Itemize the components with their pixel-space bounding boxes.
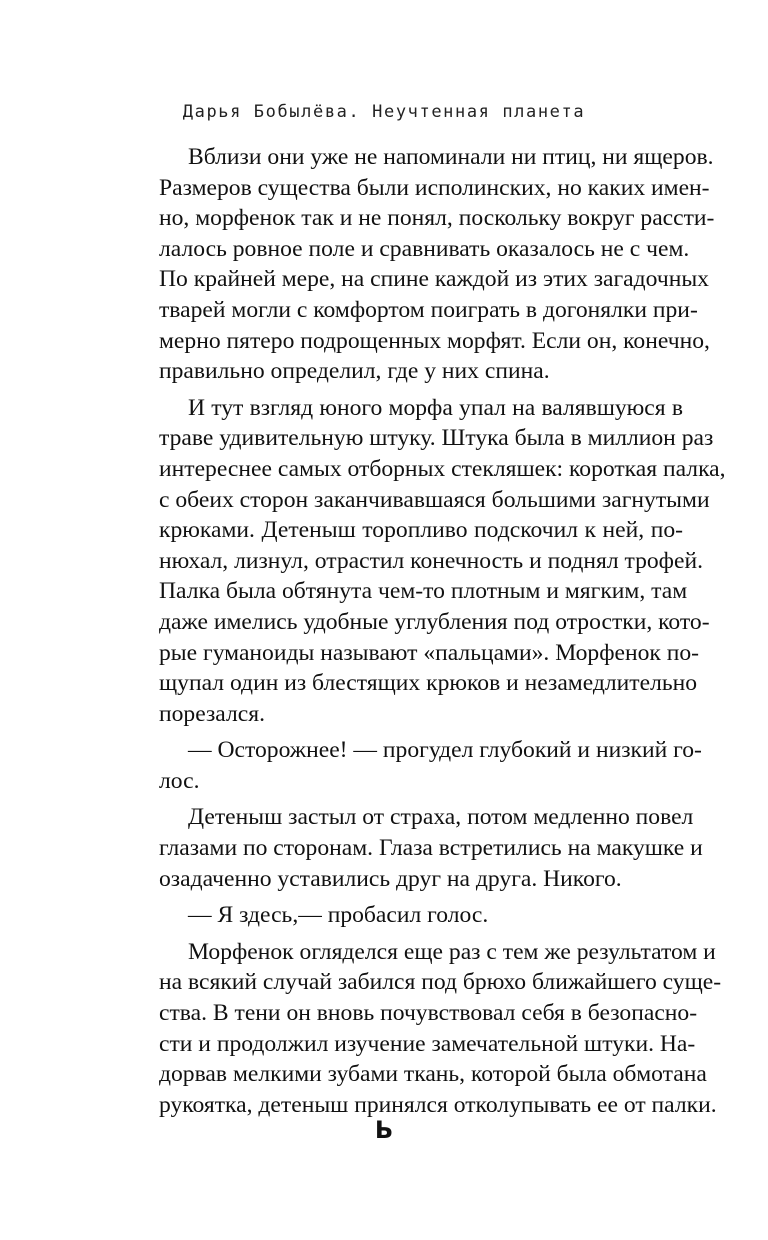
text-line: озадаченно уставились друг на друга. Никого. xyxy=(159,865,622,892)
text-line: — Осторожнее! — прогудел глубокий и низкий го- xyxy=(188,737,702,764)
text-line: Морфенок огляделся еще раз с тем же результатом и xyxy=(188,938,716,965)
text-line: рукоятка, детеныш принялся отколупывать ее от палки. xyxy=(159,1091,717,1118)
text-line: лалось ровное поле и сравнивать оказалось не с чем. xyxy=(159,235,690,262)
paragraph xyxy=(130,142,715,387)
text-line: правильно определил, где у них спина. xyxy=(159,358,550,385)
text-line: ства. В тени он вновь почувствовал себя в безопасно- xyxy=(159,1000,698,1027)
text-line: Размеров существа были исполинских, но каких имен- xyxy=(159,174,710,201)
text-line: лос. xyxy=(159,767,200,794)
paragraph xyxy=(130,937,722,1121)
paragraph xyxy=(130,735,702,796)
text-line: Вблизи они уже не напоминали ни птиц, ни ящеров. xyxy=(188,144,714,170)
text-line: Детеныш застыл от страха, потом медленно повел xyxy=(188,804,694,831)
body-text xyxy=(130,142,726,1126)
text-line: Палка была обтянута чем-то плотным и мягким, там xyxy=(159,578,688,605)
paragraph xyxy=(130,900,683,931)
text-line: щупал один из блестящих крюков и незамедлительно xyxy=(159,670,698,697)
paragraph xyxy=(130,802,703,894)
text-line: сти и продолжил изучение замечательной штуки. На- xyxy=(159,1030,696,1057)
text-line: даже имелись удобные углубления под отростки, кото- xyxy=(159,608,710,635)
text-line: крюками. Детеныш торопливо подскочил к ней, по- xyxy=(159,517,683,544)
text-line: но, морфенок так и не понял, поскольку вокруг рассти- xyxy=(159,205,715,232)
text-line: дорвав мелкими зубами ткань, которой была обмотана xyxy=(159,1061,707,1088)
page-number: Ь xyxy=(374,1116,394,1144)
text-line: По крайней мере, на спине каждой из этих загадочных xyxy=(159,266,709,293)
running-head: Дарья Бобылёва. Неучтенная планета xyxy=(182,102,586,122)
text-line: нюхал, лизнул, отрастил конечность и поднял трофей. xyxy=(159,547,703,574)
paragraph xyxy=(130,393,726,730)
text-line: на всякий случай забился под брюхо ближайшего суще- xyxy=(159,969,722,996)
text-line: траве удивительную штуку. Штука была в миллион раз xyxy=(159,425,714,452)
text-line: глазами по сторонам. Глаза встретились на макушке и xyxy=(159,835,703,862)
text-line: порезался. xyxy=(159,700,265,727)
text-line: И тут взгляд юного морфа упал на валявшуюся в xyxy=(188,394,683,421)
text-line: с обеих сторон заканчивавшаяся большими загнутыми xyxy=(159,486,710,513)
text-line: интереснее самых отборных стекляшек: короткая палка, xyxy=(159,455,726,482)
text-line: мерно пятеро подрощенных морфят. Если он, конечно, xyxy=(159,327,710,354)
text-line: тварей могли с комфортом поиграть в догонялки при- xyxy=(159,296,698,323)
text-line: — Я здесь,— пробасил голос. xyxy=(188,902,489,929)
text-line: рые гуманоиды называют «пальцами». Морфенок по- xyxy=(159,639,700,666)
